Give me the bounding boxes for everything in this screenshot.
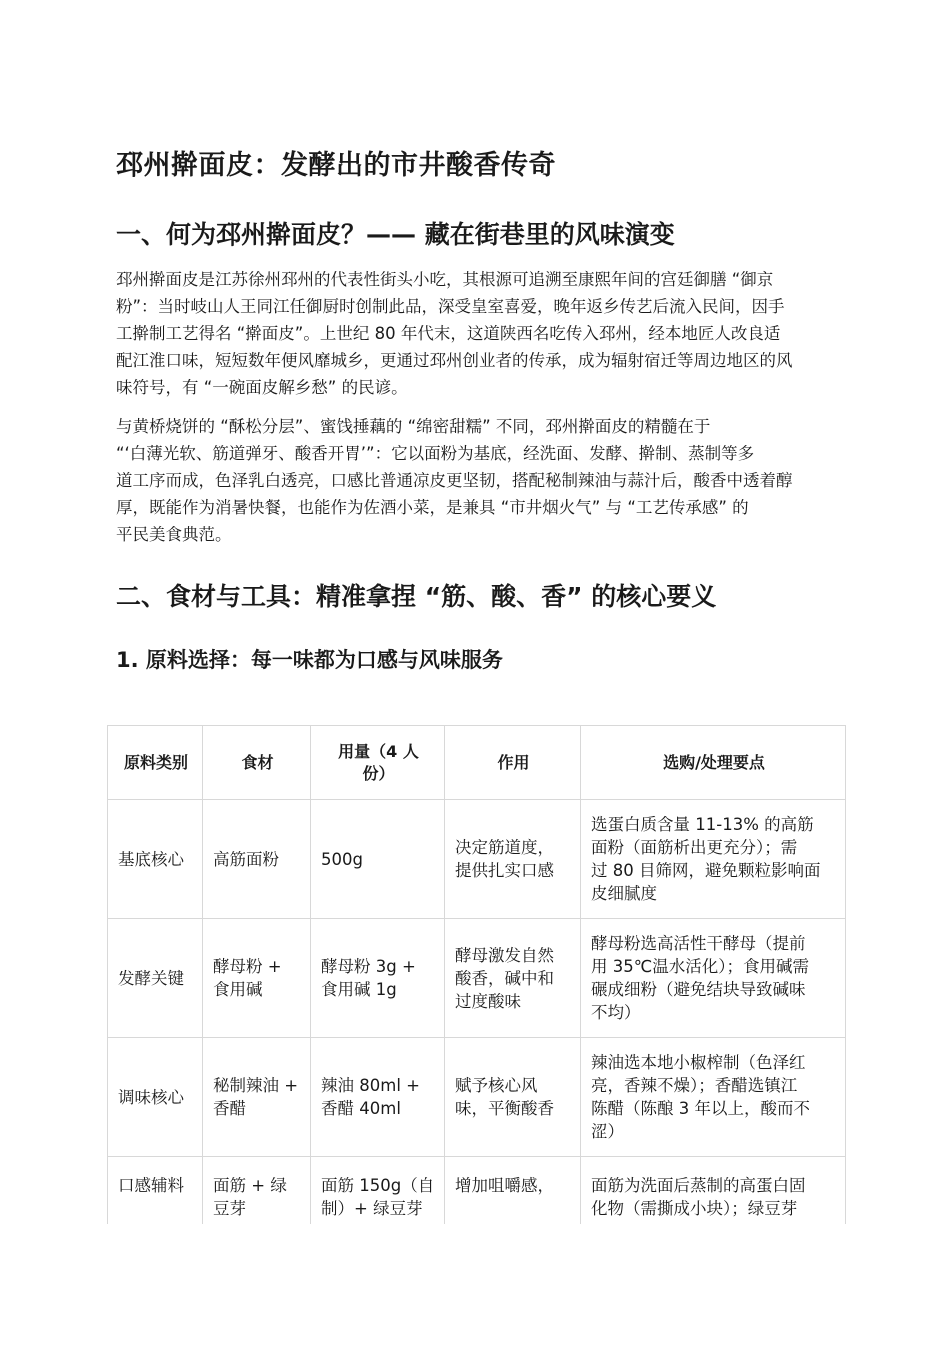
paragraph-line: 道工序而成，色泽乳白透亮，口感比普通凉皮更坚韧，搭配秘制辣油与蒜汁后，酸香中透着醇	[116, 471, 793, 490]
cell-line: 面筋为洗面后蒸制的高蛋白固	[591, 1176, 806, 1195]
cell-line: 增加咀嚼感，	[455, 1176, 554, 1195]
paragraph-line: 与黄桥烧饼的 “酥松分层”、蜜饯捶藕的 “绵密甜糯” 不同，邳州擀面皮的精髓在于	[116, 417, 711, 436]
cell-line: 提供扎实口感	[455, 861, 554, 880]
cell-line: 500g	[321, 849, 363, 869]
paragraph-line: 厚，既能作为消暑快餐，也能作为佐酒小菜，是兼具 “市井烟火气” 与 “工艺传承感” 的	[116, 498, 749, 517]
table-header-row	[108, 726, 846, 800]
cell-category: 发酵关键	[108, 919, 203, 1038]
cell-line: 酵母粉 3g +	[321, 957, 416, 976]
cell-role	[445, 919, 581, 1038]
cell-line: 食用碱	[213, 980, 263, 999]
cell-line: 选蛋白质含量 11-13% 的高筋	[591, 815, 814, 834]
header-notes: 选购/处理要点	[581, 726, 846, 800]
cell-line: 豆芽	[213, 1199, 246, 1218]
cell-line: 面粉（面筋析出更充分）；需	[591, 838, 798, 857]
section-1-paragraph-2	[116, 413, 838, 548]
cell-category: 调味核心	[108, 1038, 203, 1157]
table-row	[108, 919, 846, 1038]
cell-line: 化物（需撕成小块）；绿豆芽	[591, 1199, 798, 1218]
cell-line: 酵母粉 +	[213, 957, 282, 976]
header-ingredient: 食材	[203, 726, 311, 800]
section-1-paragraph-1	[116, 266, 838, 401]
header-category: 原料类别	[108, 726, 203, 800]
cell-line: 决定筋道度，	[455, 838, 554, 857]
cell-quantity	[311, 919, 445, 1038]
cell-line: 面筋 + 绿	[213, 1176, 287, 1195]
section-2-heading: 二、食材与工具：精准拿捏 “筋、酸、香” 的核心要义	[116, 582, 717, 611]
cell-line: 赋予核心风	[455, 1076, 538, 1095]
cell-ingredient	[203, 800, 311, 919]
paragraph-line: 平民美食典范。	[116, 525, 232, 544]
cell-ingredient	[203, 1038, 311, 1157]
cell-category: 口感辅料	[108, 1157, 203, 1235]
cell-line: 用 35℃温水活化）；食用碱需	[591, 957, 810, 976]
cell-line: 香醋	[213, 1099, 246, 1118]
header-quantity-line: 用量（4 人	[338, 741, 419, 761]
cell-category: 基底核心	[108, 800, 203, 919]
cell-quantity	[311, 1157, 445, 1235]
subsection-1-heading: 1. 原料选择：每一味都为口感与风味服务	[116, 648, 503, 672]
page-bottom-margin	[100, 1224, 860, 1354]
paragraph-line: 配江淮口味，短短数年便风靡城乡，更通过邳州创业者的传承，成为辐射宿迁等周边地区的风	[116, 351, 793, 370]
cell-notes	[581, 800, 846, 919]
cell-line: 酸香，碱中和	[455, 968, 554, 988]
cell-line: 香醋 40ml	[321, 1099, 401, 1118]
cell-line: 味，平衡酸香	[455, 1099, 554, 1118]
cell-ingredient	[203, 919, 311, 1038]
table-row	[108, 1038, 846, 1157]
paragraph-line: 工擀制工艺得名 “擀面皮”。上世纪 80 年代末，这道陕西名吃传入邳州，经本地匠人改良适	[116, 324, 781, 343]
cell-ingredient	[203, 1157, 311, 1235]
cell-quantity	[311, 800, 445, 919]
paragraph-line: 粉”：当时岐山人王同江任御厨时创制此品，深受皇室喜爱，晚年返乡传艺后流入民间，因手	[116, 297, 785, 316]
cell-line: 过度酸味	[455, 991, 521, 1011]
cell-line: 秘制辣油 +	[213, 1076, 299, 1095]
table-row	[108, 1157, 846, 1235]
cell-line: 辣油 80ml +	[321, 1076, 420, 1095]
cell-line: 高筋面粉	[213, 849, 279, 869]
cell-line: 酵母激发自然	[455, 945, 554, 965]
header-quantity-line: 份）	[362, 763, 395, 783]
cell-line: 涩）	[591, 1122, 624, 1141]
paragraph-line: 邳州擀面皮是江苏徐州邳州的代表性街头小吃，其根源可追溯至康熙年间的宫廷御膳 “御京	[116, 270, 774, 289]
cell-line: 食用碱 1g	[321, 980, 397, 999]
cell-line: 碾成细粉（避免结块导致碱味	[591, 980, 806, 999]
ingredients-table	[107, 725, 846, 1235]
cell-line: 制）+ 绿豆芽	[321, 1199, 423, 1218]
header-role: 作用	[445, 726, 581, 800]
cell-role	[445, 800, 581, 919]
table-row	[108, 800, 846, 919]
paragraph-line: “‘白薄光软、筋道弹牙、酸香开胃’”：它以面粉为基底，经洗面、发酵、擀制、蒸制等多	[116, 444, 755, 463]
cell-line: 辣油选本地小椒榨制（色泽红	[591, 1053, 806, 1072]
cell-line: 酵母粉选高活性干酵母（提前	[591, 934, 806, 953]
cell-notes	[581, 1157, 846, 1235]
cell-line: 亮，香辣不燥）；香醋选镇江	[591, 1076, 798, 1095]
paragraph-line: 味符号，有 “一碗面皮解乡愁” 的民谚。	[116, 378, 408, 397]
cell-line: 陈醋（陈酿 3 年以上，酸而不	[591, 1099, 810, 1118]
cell-role	[445, 1157, 581, 1235]
header-quantity	[311, 726, 445, 800]
document-title: 邳州擀面皮：发酵出的市井酸香传奇	[116, 150, 556, 181]
cell-line: 面筋 150g（自	[321, 1176, 435, 1195]
cell-notes	[581, 1038, 846, 1157]
cell-notes	[581, 919, 846, 1038]
cell-quantity	[311, 1038, 445, 1157]
cell-line: 过 80 目筛网，避免颗粒影响面	[591, 861, 821, 880]
section-1-heading: 一、何为邳州擀面皮？—— 藏在街巷里的风味演变	[116, 220, 675, 249]
cell-role	[445, 1038, 581, 1157]
cell-line: 不均）	[591, 1003, 641, 1022]
cell-line: 皮细腻度	[591, 884, 657, 903]
